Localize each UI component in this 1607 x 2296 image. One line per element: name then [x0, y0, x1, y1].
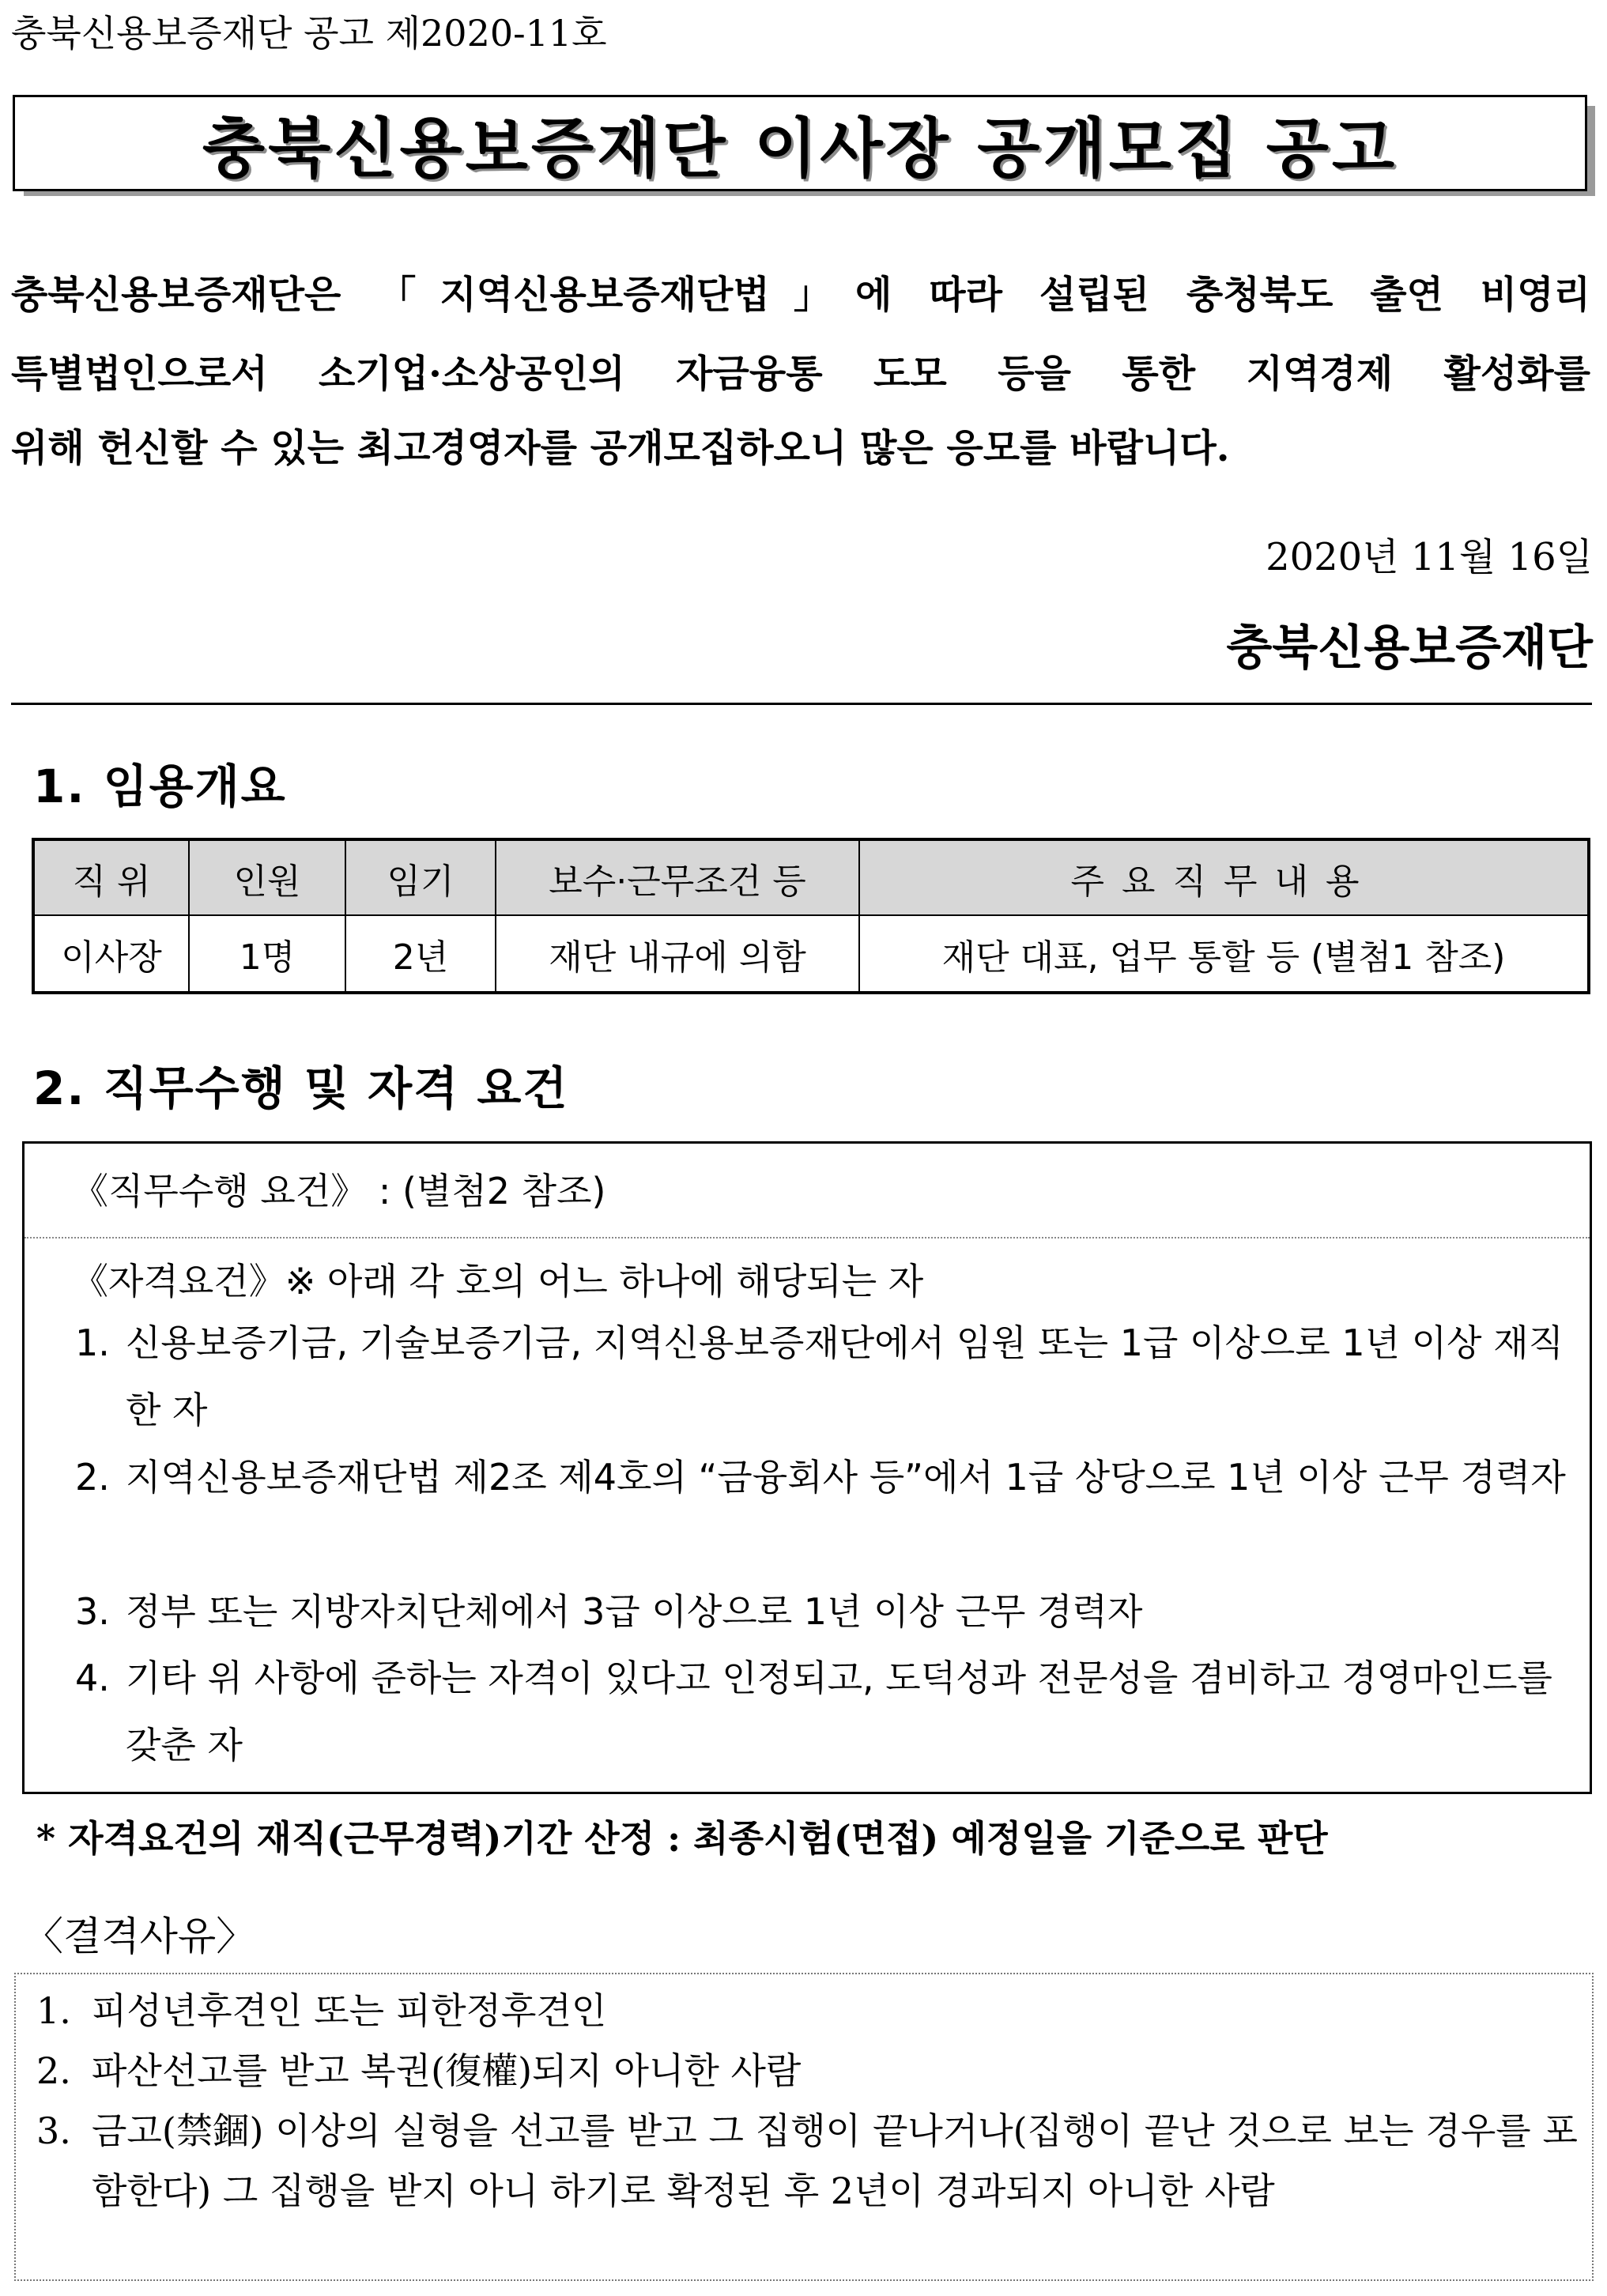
table-cell-duties: 재단 대표, 업무 통할 등 (별첨1 참조): [941, 937, 1506, 978]
qualification-item-text: 지역신용보증재단법 제2조 제4호의 “금융회사 등”에서 1급 상당으로 1년 이상 근무 경력자: [126, 1456, 1566, 1499]
disqualification-item-text: 파산선고를 받고 복권(復權)되지 아니한 사람: [92, 2049, 802, 2092]
qualification-item: [75, 1645, 1569, 1779]
disqualification-item: [36, 2101, 1578, 2221]
overview-table: [32, 838, 1590, 994]
intro-line-3: 위해 헌신할 수 있는 최고경영자를 공개모집하오니 많은 응모를 바랍니다.: [11, 426, 1230, 470]
intro-line-1: 충북신용보증재단은 「지역신용보증재단법」에 따라 설립된 충청북도 출연 비영리: [11, 273, 1590, 317]
disqualification-item-number: 3.: [36, 2109, 71, 2152]
disqualification-item-number: 2.: [36, 2049, 71, 2092]
disqualification-item-text: 금고(禁錮) 이상의 실형을 선고를 받고 그 집행이 끝나거나(집행이 끝난 것으로 보는 경우를 포함한다) 그 집행을 받지 아니 하기로 확정된 후 2년이 경과되지 아니한 사람: [92, 2109, 1578, 2212]
notice-date: 2020년 11월 16일: [1266, 535, 1593, 579]
qualification-item-number: 3.: [75, 1590, 110, 1633]
table-cell-headcount: 1명: [190, 916, 346, 991]
duty-requirement: 《직무수행 요건》 : (별첨2 참조): [72, 1170, 606, 1212]
table-cell-position: 이사장: [35, 916, 190, 991]
section2-heading: 2. 직무수행 및 자격 요건: [33, 1061, 569, 1115]
qualification-item-text: 기타 위 사항에 준하는 자격이 있다고 인정되고, 도덕성과 전문성을 겸비하고 경영마인드를 갖춘 자: [126, 1657, 1552, 1766]
intro-line-2: 특별법인으로서 소기업·소상공인의 자금융통 도모 등을 통한 지역경제 활성화를: [11, 352, 1590, 396]
table-header-position: 직 위: [35, 841, 190, 916]
table-header-conditions: 보수·근무조건 등: [496, 841, 860, 916]
disqualification-heading: 〈결격사유〉: [24, 1913, 256, 1959]
table-header-duties: 주요직무내용: [860, 841, 1587, 916]
requirements-separator: [25, 1237, 1590, 1238]
table-cell-term: 2년: [346, 916, 496, 991]
disqualification-item: [36, 2041, 1578, 2101]
disqualification-item-number: 1.: [36, 1989, 71, 2032]
qualification-item-number: 1.: [75, 1321, 110, 1364]
table-header-term: 임기: [346, 841, 496, 916]
qualification-intro: 《자격요건》※ 아래 각 호의 어느 하나에 해당되는 자: [72, 1260, 924, 1303]
disqualification-box: [14, 1973, 1594, 2281]
page-title: 충북신용보증재단 이사장 공개모집 공고: [202, 111, 1398, 187]
qualification-item-number: 4.: [75, 1657, 110, 1699]
qualification-item: [75, 1578, 1569, 1646]
qualification-item: [75, 1310, 1569, 1444]
disqualification-item: [36, 1981, 1578, 2041]
divider: [11, 703, 1592, 705]
disqualification-item-text: 피성년후견인 또는 피한정후견인: [92, 1989, 607, 2032]
qualification-item: [75, 1444, 1569, 1511]
organization-signature: 충북신용보증재단: [1226, 620, 1593, 676]
requirements-box: [22, 1141, 1592, 1794]
table-header-headcount: 인원: [190, 841, 346, 916]
qualification-note: * 자격요건의 재직(근무경력)기간 산정 : 최종시험(면접) 예정일을 기준으로 판단: [36, 1817, 1328, 1860]
qualification-item-number: 2.: [75, 1456, 110, 1499]
section1-heading: 1. 임용개요: [33, 760, 287, 813]
qualification-item-text: 정부 또는 지방자치단체에서 3급 이상으로 1년 이상 근무 경력자: [126, 1590, 1143, 1633]
notice-number: 충북신용보증재단 공고 제2020-11호: [11, 12, 607, 55]
table-cell-conditions: 재단 내규에 의함: [496, 916, 860, 991]
qualification-item-text: 신용보증기금, 기술보증기금, 지역신용보증재단에서 임원 또는 1급 이상으로 1년 이상 재직한 자: [126, 1321, 1564, 1431]
